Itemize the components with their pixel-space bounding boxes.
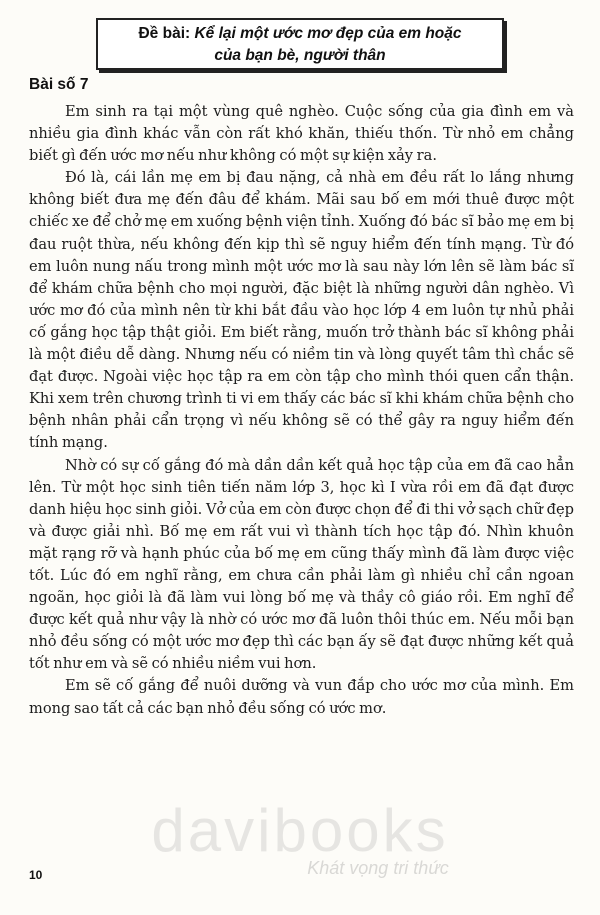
assignment-title-line-1 [98,23,502,45]
watermark-slogan: Khát vọng tri thức [307,858,449,878]
paragraph-2: Đó là, cái lần mẹ em bị đau nặng, cả nhà em đều rất lo lắng nhưng không biết đưa mẹ đến đâu để khám. Mãi sau bố em mới thuê được một chiếc xe để chở mẹ em xuống bệnh viện tỉnh. Xuống đó bác sĩ bảo mẹ em bị đau ruột thừa, nếu không đến kịp thì sẽ nguy hiểm đến tính mạng. Từ đó em luôn nung nấu trong mình một ước mơ là sau này lớn lên sẽ làm bác sĩ để khám chữa bệnh cho mọi người, đặc biệt là những người dân nghèo. Vì ước mơ đó của mình nên từ khi bắt đầu vào học lớp 4 em luôn tự nhủ phải cố gắng học tập thật giỏi. Em biết rằng, muốn trở thành bác sĩ không phải là một điều dễ dàng. Nhưng nếu có niềm tin và lòng quyết tâm thì chắc sẽ đạt được. Ngoài việc học tập ra em còn tập cho mình thói quen cẩn thận. Khi xem trên chương trình ti vi em thấy các bác sĩ khi khám chữa bệnh cho bệnh nhân phải cẩn trọng vì nếu không sẽ có thể gây ra nguy hiểm đến tính mạng. [29,169,574,452]
assignment-prefix: Đề bài: [138,25,195,42]
assignment-title-box [96,18,504,70]
section-label: Bài số 7 [29,76,89,93]
assignment-title-text-1: Kể lại một ước mơ đẹp của em hoặc [194,25,462,42]
assignment-title-line-2: của bạn bè, người thân [214,47,386,64]
page-number: 10 [29,868,43,882]
paragraph-3: Nhờ có sự cố gắng đó mà dần dần kết quả học tập của em đã cao hẳn lên. Từ một học sinh tiên tiến năm lớp 3, học kì I vừa rồi em đã đạt được danh hiệu học sinh giỏi. Vở của em còn được chọn để đi thi vở sạch chữ đẹp và được giải nhì. Bố mẹ em rất vui vì thành tích học tập đó. Nhìn khuôn mặt rạng rỡ và hạnh phúc của bố mẹ em cũng thấy mình đã làm được việc tốt. Lúc đó em nghĩ rằng, em chưa cần phải làm gì nhiều chỉ cần ngoan ngoãn, học giỏi là đã làm vui lòng bố mẹ và thầy cô giáo rồi. Em nghĩ để được kết quả như vậy là nhờ có ước mơ đã luôn thôi thúc em. Nếu mỗi bạn nhỏ đều sống có một ước mơ đẹp thì các bạn ấy sẽ đạt được những kết quả tốt như em và sẽ có nhiều niềm vui hơn. [29,456,574,673]
paragraph-4: Em sẽ cố gắng để nuôi dưỡng và vun đắp cho ước mơ của mình. Em mong sao tất cả các bạn nhỏ đều sống có ước mơ. [29,677,574,717]
watermark-logo: davibooks [151,797,449,864]
essay-body [29,101,574,720]
paragraph-1: Em sinh ra tại một vùng quê nghèo. Cuộc sống của gia đình em và nhiều gia đình khác vẫn còn rất khó khăn, thiếu thốn. Từ nhỏ em chẳng biết gì đến ước mơ nếu như không có một sự kiện xảy ra. [29,103,574,165]
